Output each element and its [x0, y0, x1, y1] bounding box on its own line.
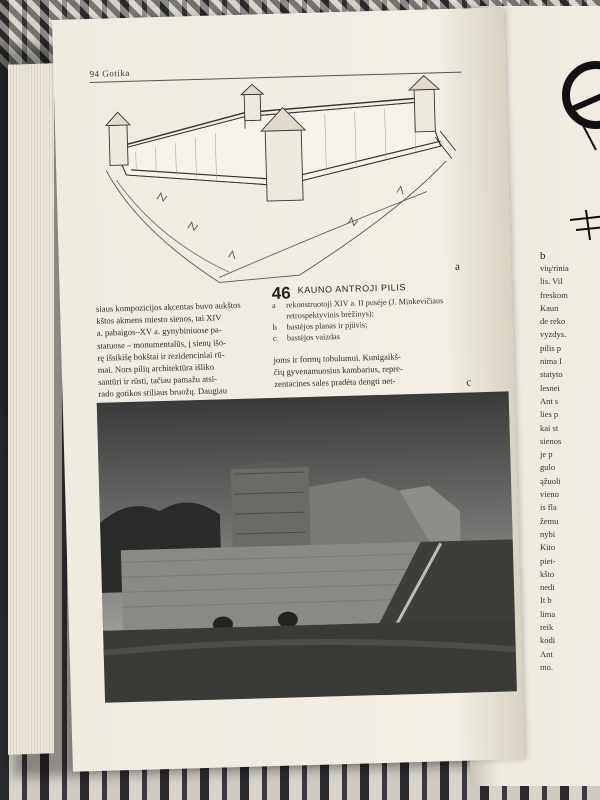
right-page-line: It b [540, 595, 552, 606]
text-line: zentacines sales pradėta dengti net- [274, 375, 396, 390]
figure-letter-b: b [540, 250, 546, 262]
caption-item-text: bastėjos planas ir pjūvis; [286, 320, 368, 332]
text-line: čių gyvenamuosius kambarius, repre- [273, 363, 403, 378]
right-page-line: nybi [540, 528, 556, 539]
right-page-line: lesnei [540, 382, 560, 393]
text-line: joms ir formų tobulumui. Kunigaikš- [273, 351, 401, 365]
figure-number: 46 [271, 283, 291, 303]
text-line: a. pabaigos–XV a. gynybiniuose pa- [96, 324, 222, 339]
right-page-line: nima I [540, 356, 562, 367]
right-page-line: lima [540, 608, 556, 619]
caption-item-letter: b [272, 322, 277, 332]
caption-item-letter: c [272, 333, 277, 343]
page-stack-edge [8, 63, 54, 755]
right-page-line: kai st [540, 422, 559, 433]
text-line: rę išsikišę bokštai ir rezidenciniai rū- [97, 349, 225, 363]
right-page-figure [556, 50, 600, 250]
running-head: 94 Gotika [89, 67, 130, 79]
text-line: statuose – monumentalūs, į sienų išo- [96, 336, 227, 351]
right-page-line: Kito [540, 542, 556, 553]
right-page-line: pilis p [540, 342, 562, 353]
right-page-line: ąžuoli [540, 475, 561, 486]
body-text-right [273, 348, 470, 390]
right-page-line: nedi [540, 582, 555, 593]
right-page-line: is fla [540, 502, 557, 513]
caption-item-letter: a [271, 300, 276, 310]
right-page-line: de reko [540, 316, 566, 327]
right-page-line: vyzdys. [540, 329, 567, 340]
text-line: kštos akmens miesto sienos, tai XIV [96, 312, 222, 327]
left-page [52, 7, 525, 771]
right-page-line: je p [540, 449, 553, 460]
right-page-line: mo. [540, 661, 553, 672]
right-page-line: Ant s [540, 395, 559, 406]
castle-reconstruction-drawing [94, 71, 460, 291]
figure-letter-c: c [466, 376, 472, 389]
right-page-line: lies p [540, 409, 559, 420]
right-page-line: vieno [540, 489, 559, 500]
caption-item-text: rekonstruotoji XIV a. II pusėje (J. Minkevičiaus retrospektyvinis brėžinys); [285, 296, 444, 321]
text-line: siaus kompozicijos akcentas buvo aukštos [95, 299, 241, 314]
right-page-line: gulo [540, 462, 556, 473]
right-page-line: žemu [540, 515, 559, 526]
caption-list [272, 294, 469, 343]
right-page-line: reik [540, 622, 554, 633]
text-line: mai. Nors pilių architektūra išliko [97, 361, 215, 375]
figure-letter-a: a [454, 260, 461, 273]
text-line: rado gotikos stiliaus bruožų. Daugiau [98, 385, 228, 400]
right-page-line: piet- [540, 555, 556, 566]
body-text-left [96, 298, 267, 412]
caption-title: KAUNO ANTROJI PILIS [297, 282, 407, 296]
caption-item-text: bastėjos vaizdas [286, 332, 341, 343]
right-page-text [540, 262, 600, 674]
right-page-line: Kaun [540, 302, 559, 313]
text-line: santūri ir rūsti, tačiau pamažu atsi- [97, 373, 218, 388]
right-page-line: kodi [540, 635, 556, 646]
right-page-line: kšto [540, 568, 555, 579]
right-page-line: freskom [540, 289, 568, 300]
right-page-line: statyto [540, 369, 563, 380]
right-page-line: Ant [540, 648, 553, 659]
right-page-line: sienos [540, 435, 562, 446]
bastion-photograph [97, 391, 517, 702]
right-page-line: vių/rinia [540, 263, 569, 273]
right-page-line: lis. Vil [540, 276, 563, 287]
